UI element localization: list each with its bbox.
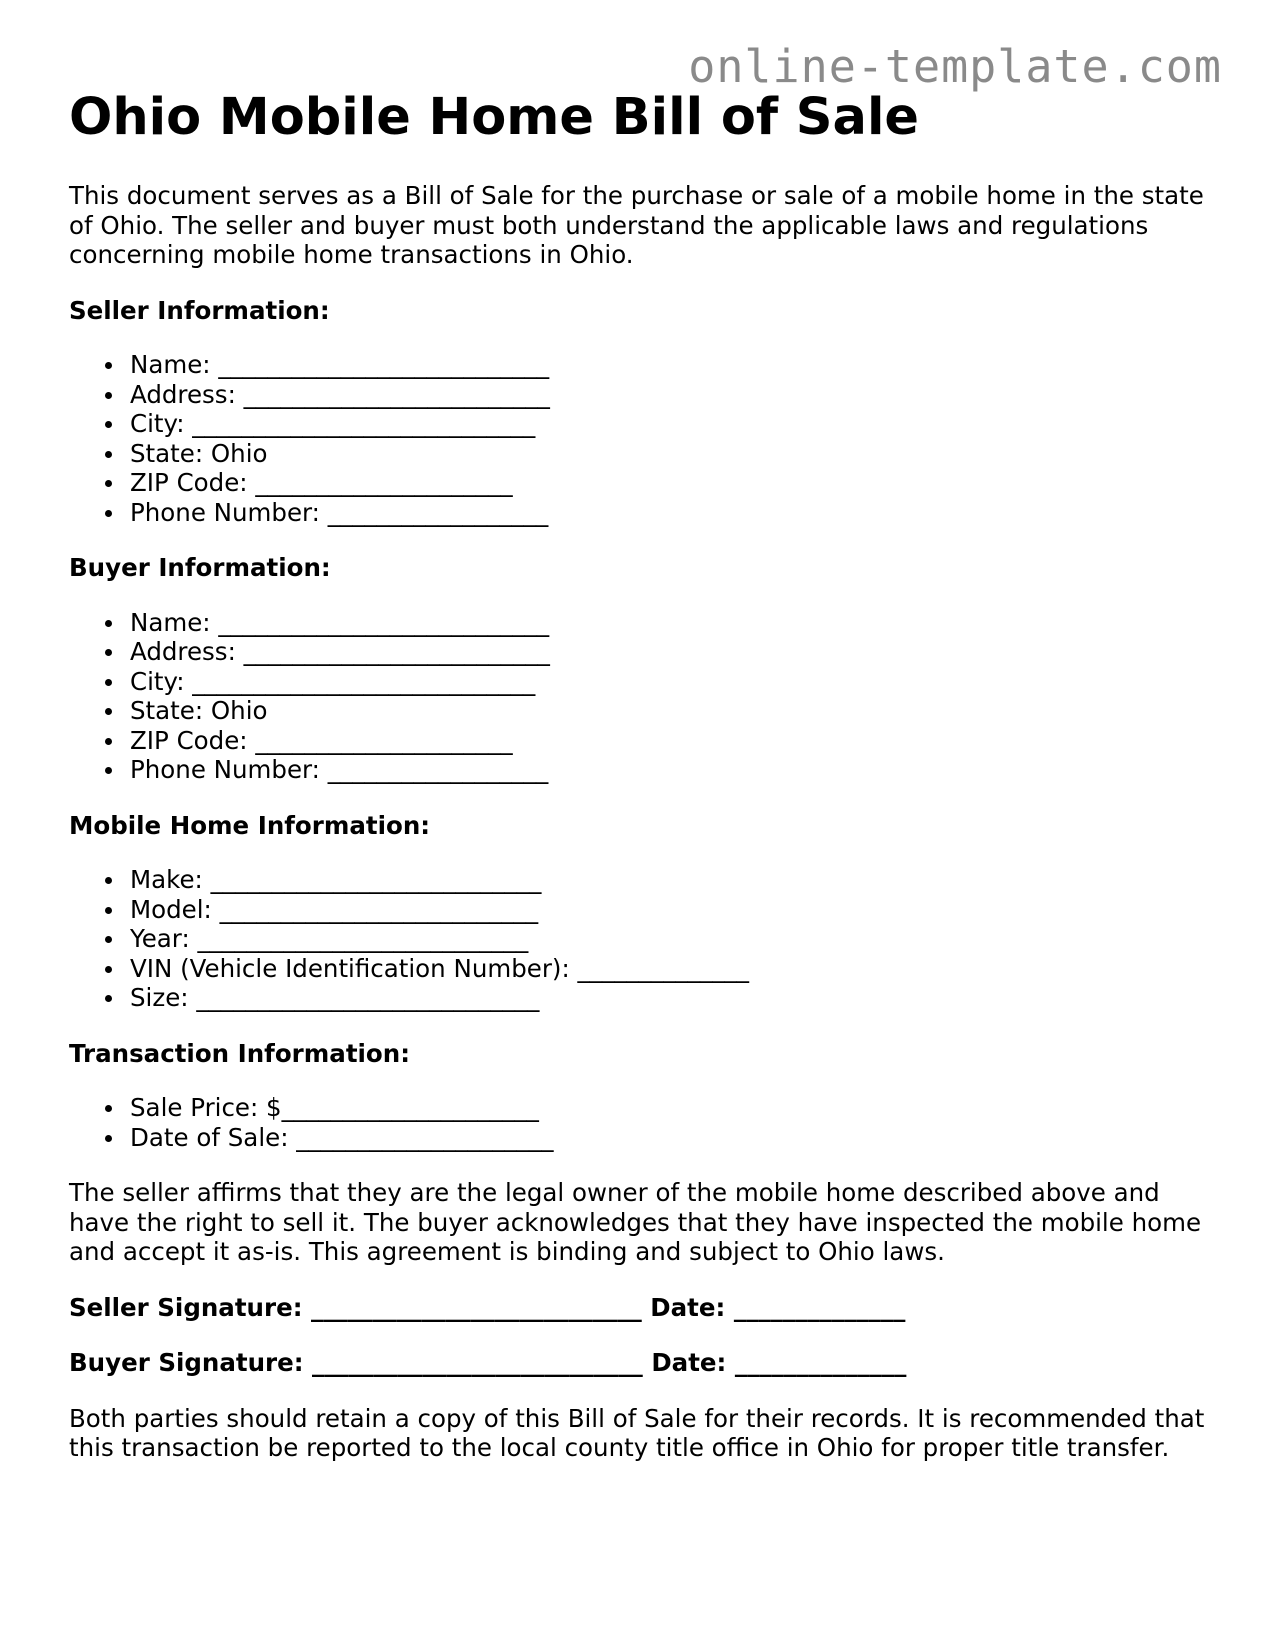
buyer-state: State: Ohio <box>130 696 1209 726</box>
intro-paragraph: This document serves as a Bill of Sale for the purchase or sale of a mobile home in the state of Ohio. The seller and buyer must both understand the applicable laws and regulations concerning mobile home transactions in Ohio. <box>69 181 1204 269</box>
document-page <box>69 88 1209 1463</box>
seller-state: State: Ohio <box>130 439 1209 469</box>
transaction-list <box>69 1093 1209 1152</box>
seller-name-field[interactable]: Name: ___________________________ <box>130 350 1209 380</box>
watermark: online-template.com <box>688 40 1222 93</box>
seller-phone-field[interactable]: Phone Number: __________________ <box>130 498 1209 528</box>
sale-price-field[interactable]: Sale Price: $_____________________ <box>130 1093 1209 1123</box>
home-make-field[interactable]: Make: ___________________________ <box>130 865 1209 895</box>
page-title: Ohio Mobile Home Bill of Sale <box>69 88 920 147</box>
mobile-home-list <box>69 865 1209 1013</box>
buyer-list <box>69 608 1209 785</box>
seller-signature-line[interactable]: Seller Signature: ___________________________ Date: ______________ <box>69 1292 906 1322</box>
seller-list <box>69 350 1209 527</box>
home-year-field[interactable]: Year: ___________________________ <box>130 924 1209 954</box>
buyer-phone-field[interactable]: Phone Number: __________________ <box>130 755 1209 785</box>
home-model-field[interactable]: Model: __________________________ <box>130 895 1209 925</box>
buyer-signature-line[interactable]: Buyer Signature: ___________________________ Date: ______________ <box>69 1348 907 1377</box>
seller-zip-field[interactable]: ZIP Code: _____________________ <box>130 468 1209 498</box>
footer-paragraph: Both parties should retain a copy of this Bill of Sale for their records. It is recommended that this transaction be reported to the local county title office in Ohio for proper title transfer. <box>69 1403 1205 1462</box>
buyer-address-field[interactable]: Address: _________________________ <box>130 637 1209 667</box>
buyer-city-field[interactable]: City: ____________________________ <box>130 667 1209 697</box>
affirmation-paragraph: The seller affirms that they are the legal owner of the mobile home described above and have the right to sell it. The buyer acknowledges that they have inspected the mobile home and accept it as-is. This agreement is binding and subject to Ohio laws. <box>69 1178 1202 1266</box>
home-vin-field[interactable]: VIN (Vehicle Identification Number): ______________ <box>130 954 1209 984</box>
sale-date-field[interactable]: Date of Sale: _____________________ <box>130 1123 1209 1153</box>
seller-address-field[interactable]: Address: _________________________ <box>130 380 1209 410</box>
mobile-home-heading: Mobile Home Information: <box>69 810 431 840</box>
buyer-heading: Buyer Information: <box>69 553 331 582</box>
seller-city-field[interactable]: City: ____________________________ <box>130 409 1209 439</box>
transaction-heading: Transaction Information: <box>69 1038 411 1068</box>
seller-heading: Seller Information: <box>69 295 330 325</box>
buyer-zip-field[interactable]: ZIP Code: _____________________ <box>130 726 1209 756</box>
home-size-field[interactable]: Size: ____________________________ <box>130 983 1209 1013</box>
buyer-name-field[interactable]: Name: ___________________________ <box>130 608 1209 638</box>
